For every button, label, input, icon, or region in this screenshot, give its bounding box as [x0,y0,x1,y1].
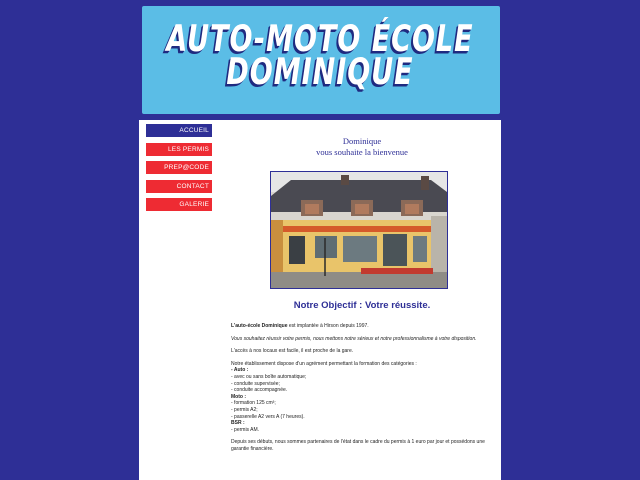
site-title-line2: DOMINIQUE [226,51,414,94]
category-bsr-item: - permis AM. [231,426,260,433]
welcome-line2: vous souhaite la bienvenue [316,146,408,157]
category-moto-item: - passerelle A2 vers A (7 heures). [231,413,305,420]
nav-item-contact[interactable]: CONTACT [146,180,212,193]
categories-intro: Notre établissement dispose d'un agrément permettant la formation des catégories : [231,360,417,367]
nav-item-galerie[interactable]: GALERIE [146,198,212,211]
category-bsr-label: BSR : [231,420,245,427]
intro-paragraph [231,323,493,330]
presentation-text [231,323,493,453]
main-content [231,136,493,459]
nav-item-prep-code[interactable]: PREP@CODE [146,161,212,174]
category-auto-item: - conduite accompagnée. [231,387,288,394]
intro-school-name: L'auto-école Dominique [231,323,288,329]
building-illustration [271,172,447,288]
paragraph-access: L'accès à nos locaux est facile, il est proche de la gare. [231,348,354,355]
school-building-photo [270,171,448,289]
category-auto-item: - avec ou sans boîte automatique; [231,373,307,380]
paragraph-partnership: Depuis ses débuts, nous sommes partenaires de l'état dans le cadre du permis à 1 euro par jour et possédons une garantie financière. [231,439,485,452]
welcome-heading [231,136,493,157]
category-auto-item: - conduite supervisée; [231,380,280,387]
category-moto-item: - permis A2; [231,406,258,413]
paragraph-categories [231,361,493,434]
main-nav [146,124,212,217]
objective-heading: Notre Objectif : Votre réussite. [293,300,431,311]
header-banner [139,0,501,120]
category-moto-label: Moto : [231,393,246,400]
category-moto-item: - formation 125 cm³; [231,400,276,407]
paragraph-success: Vous souhaitez réussir votre permis, nous mettons notre sérieux et notre professionnalisme à votre disposition. [231,335,477,342]
category-auto-label: - Auto : [231,367,249,374]
welcome-line1: Dominique [342,136,382,146]
nav-item-les-permis[interactable]: LES PERMIS [146,143,212,156]
site-title-line1: AUTO-MOTO ÉCOLE [166,18,474,61]
nav-item-accueil[interactable]: ACCUEIL [146,124,212,137]
intro-rest: est implantée à Hirson depuis 1997. [287,323,369,329]
page-container [139,0,501,480]
